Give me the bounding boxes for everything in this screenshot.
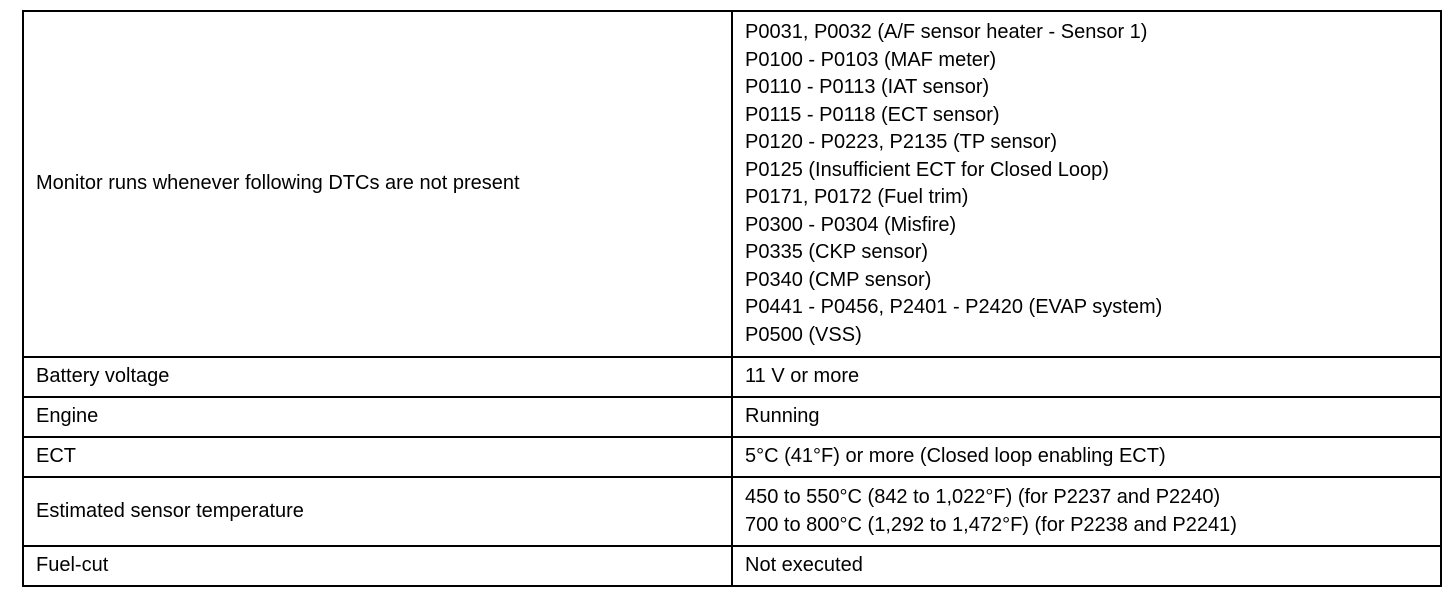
dtc-condition-line: P0031, P0032 (A/F sensor heater - Sensor 1) xyxy=(745,21,1148,43)
dtc-condition-line: P0171, P0172 (Fuel trim) xyxy=(745,186,969,208)
item-cell xyxy=(23,11,732,357)
dtc-condition-line: P0340 (CMP sensor) xyxy=(745,268,932,291)
condition-cell xyxy=(732,477,1441,546)
dtc-condition-line: P0120 - P0223, P2135 (TP sensor) xyxy=(745,131,1058,153)
item-label: Estimated sensor temperature xyxy=(36,499,304,522)
dtc-condition-line: P0100 - P0103 (MAF meter) xyxy=(745,48,997,71)
table-row xyxy=(23,397,1441,437)
item-label: ECT xyxy=(36,445,76,468)
conditions-table-wrapper xyxy=(22,10,1442,587)
table-row xyxy=(23,11,1441,357)
dtc-condition-line: P0500 (VSS) xyxy=(745,323,862,346)
table-row xyxy=(23,437,1441,477)
dtc-condition-line: P0115 - P0118 (ECT sensor) xyxy=(745,103,1000,126)
condition-cell xyxy=(732,546,1441,586)
table-row xyxy=(23,357,1441,397)
dtc-condition-line: P0441 - P0456, P2401 - P2420 (EVAP system) xyxy=(745,296,1163,318)
dtc-condition-line: P0110 - P0113 (IAT sensor) xyxy=(745,76,990,98)
condition-value: 5°C (41°F) or more (Closed loop enabling ECT) xyxy=(745,445,1166,468)
condition-cell xyxy=(732,397,1441,437)
item-label: Fuel-cut xyxy=(36,554,109,577)
item-cell xyxy=(23,437,732,477)
dtc-condition-line: P0125 (Insufficient ECT for Closed Loop) xyxy=(745,158,1109,181)
item-label: Monitor runs whenever following DTCs are not present xyxy=(36,172,520,195)
table-row xyxy=(23,546,1441,586)
table-row xyxy=(23,477,1441,546)
condition-cell xyxy=(732,437,1441,477)
item-label: Battery voltage xyxy=(36,365,170,388)
condition-value: Not executed xyxy=(745,554,863,577)
item-cell xyxy=(23,397,732,437)
condition-value: 11 V or more xyxy=(745,365,860,388)
condition-cell xyxy=(732,357,1441,397)
condition-value: Running xyxy=(745,405,820,428)
item-cell xyxy=(23,477,732,546)
item-cell xyxy=(23,546,732,586)
dtc-condition-line: P0300 - P0304 (Misfire) xyxy=(745,213,957,236)
monitor-conditions-table xyxy=(22,10,1442,587)
condition-cell xyxy=(732,11,1441,357)
item-cell xyxy=(23,357,732,397)
condition-value: 700 to 800°C (1,292 to 1,472°F) (for P2238 and P2241) xyxy=(745,513,1237,536)
item-label: Engine xyxy=(36,405,99,428)
dtc-condition-line: P0335 (CKP sensor) xyxy=(745,241,929,263)
condition-value: 450 to 550°C (842 to 1,022°F) (for P2237 and P2240) xyxy=(745,486,1221,508)
